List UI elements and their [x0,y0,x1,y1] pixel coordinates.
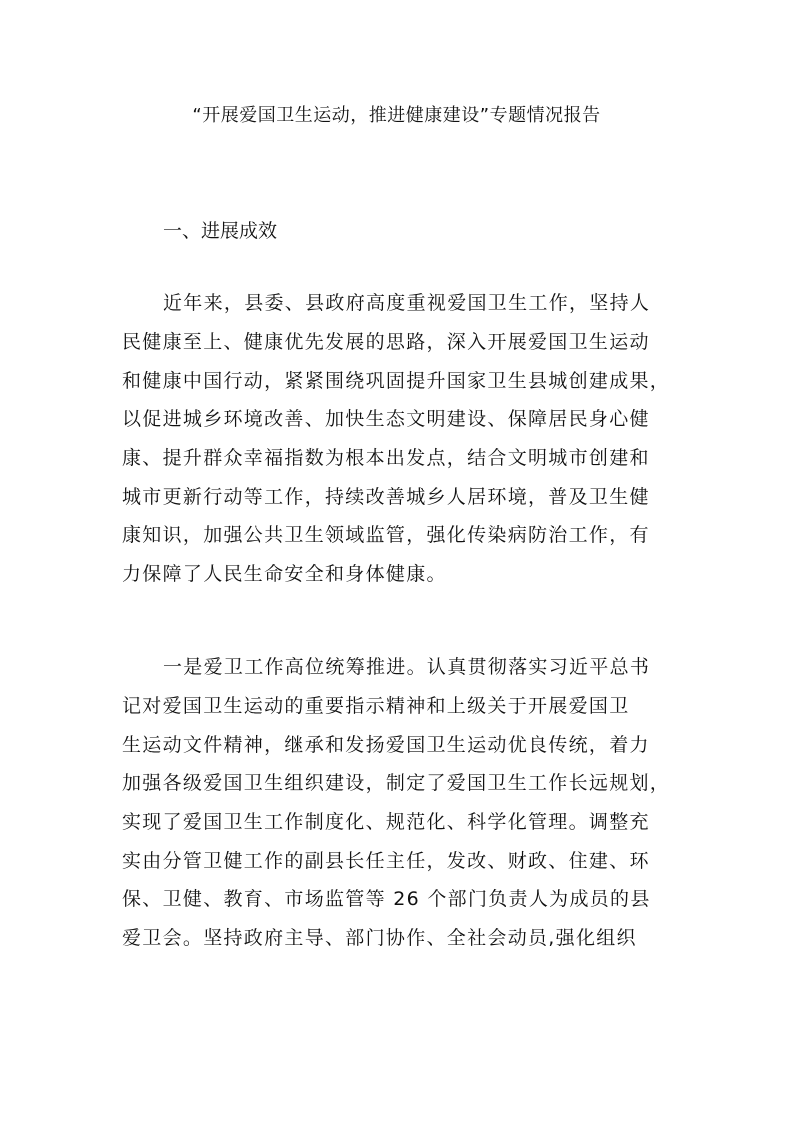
section-heading: 一、进展成效 [163,220,278,242]
paragraph-1-line: 近年来，县委、县政府高度重视爱国卫生工作，坚持人 [163,292,651,314]
paragraph-1-line: 力保障了人民生命安全和身体健康。 [122,563,447,585]
paragraph-1-line: 城市更新行动等工作，持续改善城乡人居环境，普及卫生健 [122,486,650,508]
paragraph-2-line: 记对爱国卫生运动的重要指示精神和上级关于开展爱国卫 [122,695,630,717]
paragraph-2-line: 加强各级爱国卫生组织建设，制定了爱国卫生工作长远规划， [122,772,671,794]
paragraph-2-line: 保、卫健、教育、市场监管等 26 个部门负责人为成员的县 [122,888,651,910]
paragraph-2-line: 爱卫会。坚持政府主导、部门协作、全社会动员,强化组织 [122,927,637,949]
paragraph-2-line: 实由分管卫健工作的副县长任主任，发改、财政、住建、环 [122,850,650,872]
paragraph-1-line: 康知识，加强公共卫生领域监管，强化传染病防治工作，有 [122,524,650,546]
paragraph-1-line: 和健康中国行动，紧紧围绕巩固提升国家卫生县城创建成果， [122,370,671,392]
paragraph-1-line: 康、提升群众幸福指数为根本出发点，结合文明城市创建和 [122,447,650,469]
paragraph-1-line: 民健康至上、健康优先发展的思路，深入开展爱国卫生运动 [122,331,650,353]
paragraph-2-line: 实现了爱国卫生工作制度化、规范化、科学化管理。调整充 [122,811,650,833]
document-title: “开展爱国卫生运动，推进健康建设”专题情况报告 [192,105,601,126]
paragraph-2-line: 一是爱卫工作高位统筹推进。认真贯彻落实习近平总书 [163,656,651,678]
paragraph-1-line: 以促进城乡环境改善、加快生态文明建设、保障居民身心健 [122,408,650,430]
paragraph-2-line: 生运动文件精神，继承和发扬爱国卫生运动优良传统，着力 [122,734,650,756]
